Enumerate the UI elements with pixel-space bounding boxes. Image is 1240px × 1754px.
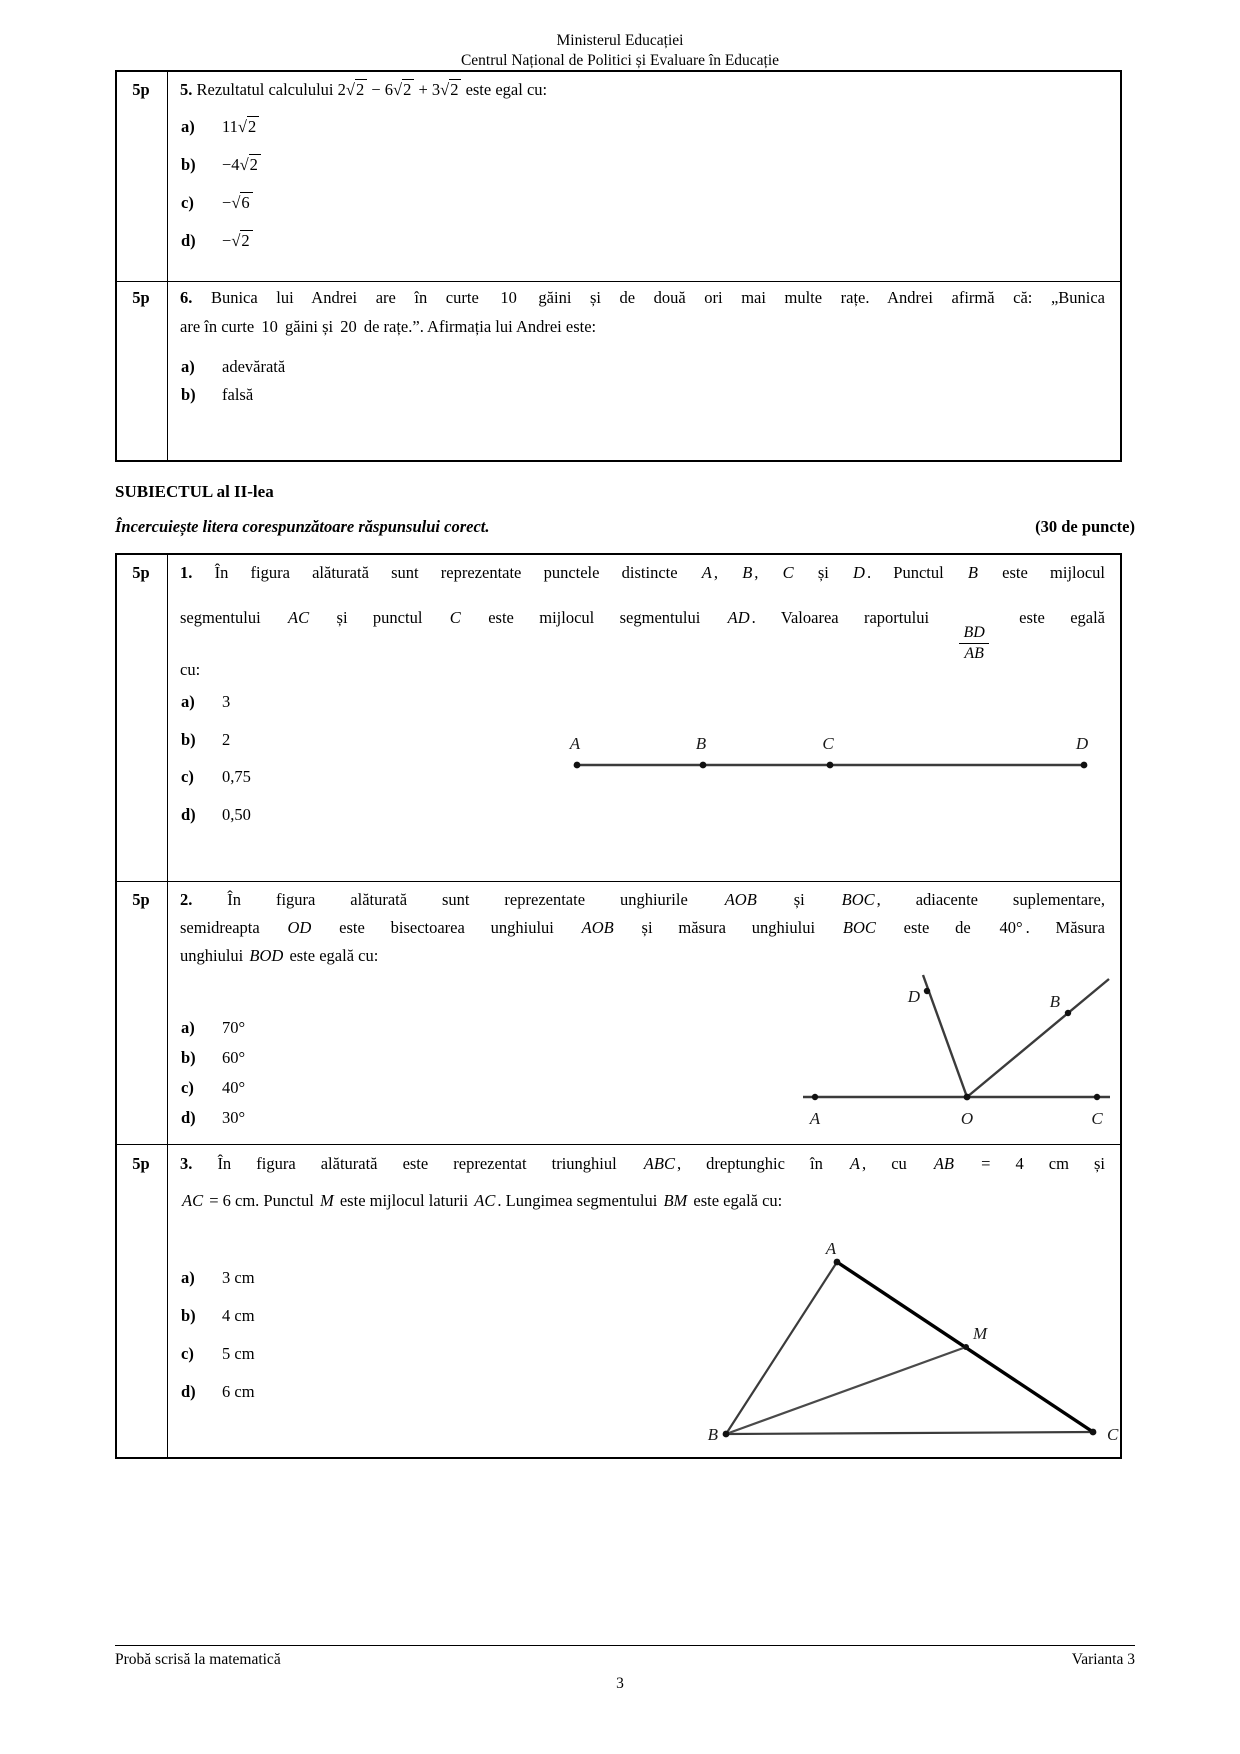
label-C: C (1107, 1425, 1119, 1444)
footer-left: Probă scrisă la matematică (115, 1651, 281, 1668)
option-label: c) (181, 767, 194, 786)
q6-option-b (181, 385, 253, 406)
q3-text-line1: 3. În figura alăturată este reprezentat triunghiul ABC , dreptunghic în A , cu AB = 4 cm și (180, 1154, 1105, 1173)
coef: 11 (222, 117, 238, 136)
option-value: 4 cm (222, 1306, 255, 1325)
label-C: C (1091, 1109, 1103, 1128)
side-BC (726, 1432, 1093, 1434)
q3-option-d (181, 1382, 255, 1403)
option-label: a) (181, 1018, 195, 1037)
q2-option-b (181, 1048, 245, 1069)
point-C (1090, 1429, 1097, 1436)
option-label: a) (181, 357, 195, 376)
subject2-title: SUBIECTUL al II-lea (115, 482, 274, 501)
row-divider-q5-q6 (115, 281, 1120, 282)
label-C: C (822, 734, 834, 753)
q5-option-c (181, 193, 253, 214)
q2-option-c (181, 1078, 245, 1099)
option-value: 0,75 (222, 767, 251, 786)
radicand: 2 (247, 116, 259, 136)
sqrt-radical (393, 79, 414, 99)
q2-figure (780, 950, 1130, 1135)
q5-option-d (181, 231, 253, 252)
option-label: b) (181, 1306, 196, 1325)
label-D: D (907, 987, 920, 1006)
point-C (827, 762, 834, 769)
ministry-title: Ministerul Educației (556, 32, 684, 49)
point-M (963, 1344, 969, 1350)
footer-page-number: 3 (616, 1675, 624, 1692)
option-label: c) (181, 1078, 194, 1097)
option-value: adevărată (222, 357, 286, 376)
q1-text-line3: cu: (180, 660, 201, 679)
q5-expr-term-2 (371, 79, 414, 99)
q1-option-c (181, 767, 251, 788)
q2-option-d (181, 1108, 245, 1129)
option-value (222, 154, 261, 174)
option-label: b) (181, 385, 196, 404)
q3-option-b (181, 1306, 255, 1327)
center-title: Centrul Național de Politici și Evaluare în Educație (460, 52, 780, 69)
q3-option-c (181, 1344, 255, 1365)
q5-points: 5p (132, 80, 150, 99)
radicand: 2 (449, 79, 461, 99)
q1-text-line2 (180, 608, 1105, 663)
option-value (222, 192, 253, 212)
radicand: 2 (240, 230, 252, 250)
point-D (1081, 762, 1088, 769)
option-value: 5 cm (222, 1344, 255, 1363)
q6-text-line2: are în curte 10 găini și 20 de rațe.”. Afirmația lui Andrei este: (180, 317, 597, 336)
q3-figure (660, 1235, 1130, 1450)
option-value: 40° (222, 1078, 246, 1097)
label-A: A (825, 1239, 837, 1258)
coef: + 3 (418, 80, 441, 99)
median-BM (726, 1347, 966, 1434)
q1-option-d (181, 805, 251, 826)
point-B (1065, 1010, 1071, 1016)
point-D (924, 988, 930, 994)
section1-table (115, 70, 1122, 462)
option-value (222, 230, 253, 250)
option-value: 60° (222, 1048, 246, 1067)
option-value: 0,50 (222, 805, 251, 824)
footer-variant: Varianta 3 (1071, 1651, 1135, 1668)
option-label: d) (181, 1108, 196, 1127)
option-label: b) (181, 1048, 196, 1067)
option-label: d) (181, 231, 196, 250)
q3-option-a (181, 1268, 255, 1289)
q1-figure (500, 723, 1120, 785)
q3-points: 5p (132, 1154, 150, 1173)
option-label: c) (181, 193, 194, 212)
footer-rule (115, 1645, 1135, 1646)
option-value: 30° (222, 1108, 246, 1127)
radicand: 2 (249, 154, 261, 174)
coef: − (222, 231, 232, 250)
label-A: A (809, 1109, 821, 1128)
point-B (723, 1431, 730, 1438)
point-A (574, 762, 581, 769)
q5-expr-term-3 (418, 79, 461, 99)
option-value: 2 (222, 730, 231, 749)
point-A (812, 1094, 818, 1100)
radicand: 2 (402, 79, 414, 99)
q6-points: 5p (132, 288, 150, 307)
sqrt-radical (240, 154, 261, 174)
q5-text-pre: Rezultatul calculului (192, 80, 338, 99)
label-B: B (695, 734, 707, 753)
radicand: 6 (240, 192, 252, 212)
option-label: c) (181, 1344, 194, 1363)
label-D: D (1075, 734, 1089, 753)
option-value (222, 116, 259, 136)
option-value: falsă (222, 385, 254, 404)
label-A: A (569, 734, 581, 753)
q6-option-a (181, 357, 285, 378)
fraction-BD-AB (959, 624, 988, 663)
label-O: O (960, 1109, 974, 1128)
row-divider-q1-q2 (115, 881, 1120, 882)
ray-OD (923, 975, 967, 1097)
option-label: b) (181, 155, 196, 174)
q5-text (180, 80, 547, 101)
option-label: a) (181, 117, 195, 136)
point-A (834, 1259, 841, 1266)
q5-option-a (181, 117, 259, 138)
subject2-instruction: Încercuiește litera corespunzătoare răspunsului corect. (115, 517, 490, 536)
q5-expr-term-1 (338, 79, 368, 99)
q5-option-b (181, 155, 261, 176)
q1-option-b (181, 730, 230, 751)
q5-number: 5. (180, 80, 193, 99)
sqrt-radical (231, 192, 252, 212)
ray-OB (967, 979, 1109, 1097)
q2-text-line1: 2. În figura alăturată sunt reprezentate unghiurile AOB și BOC , adiacente suplementare, (180, 890, 1106, 909)
q5-text-post: este egal cu: (461, 80, 548, 99)
subject2-points-total: (30 de puncte) (1035, 517, 1135, 536)
side-AB (726, 1262, 837, 1434)
option-label: a) (181, 692, 195, 711)
radicand: 2 (355, 79, 367, 99)
label-B: B (1049, 992, 1060, 1011)
q2-points: 5p (132, 890, 150, 909)
point-B (700, 762, 707, 769)
points-column-divider-1 (167, 70, 168, 460)
point-C (1094, 1094, 1100, 1100)
label-M: M (973, 1324, 988, 1343)
row-divider-q2-q3 (115, 1144, 1120, 1145)
q1-line2-post: este egală (993, 608, 1105, 627)
label-B: B (707, 1425, 718, 1444)
q1-line2-pre: segmentului AC și punctul C este mijlocul segmentului AD . Valoarea raportului (180, 608, 955, 627)
coef: − (222, 193, 232, 212)
sqrt-radical (440, 79, 461, 99)
q6-text-line1: 6. Bunica lui Andrei are în curte 10 găini și de două ori mai multe rațe. Andrei afirmă că: „Bunica (180, 288, 1105, 307)
option-label: a) (181, 1268, 195, 1287)
coef: 2 (337, 80, 346, 99)
option-value: 3 (222, 692, 231, 711)
option-value: 3 cm (222, 1268, 255, 1287)
point-O (964, 1094, 971, 1101)
q2-text-line3: unghiului BOD este egală cu: (180, 946, 379, 965)
sqrt-radical (238, 116, 259, 136)
option-value: 6 cm (222, 1382, 255, 1401)
coef: − 6 (371, 80, 393, 99)
q3-text-line2: AC = 6 cm. Punctul M este mijlocul laturii AC . Lungimea segmentului BM este egală cu: (182, 1191, 783, 1210)
q1-option-a (181, 692, 230, 713)
option-label: d) (181, 1382, 196, 1401)
q2-option-a (181, 1018, 245, 1039)
coef: −4 (222, 155, 240, 174)
points-column-divider-2 (167, 553, 168, 1458)
q2-text-line2: semidreapta OD este bisectoarea unghiului AOB și măsura unghiului BOC este de 40° . Măsura (180, 918, 1106, 937)
fraction-numerator: BD (959, 624, 988, 644)
option-value: 70° (222, 1018, 246, 1037)
sqrt-radical (346, 79, 367, 99)
sqrt-radical (231, 230, 252, 250)
q1-text-line1: 1. În figura alăturată sunt reprezentate punctele distincte A , B , C și D . Punctul B este mijlocul (180, 563, 1106, 582)
fraction-denominator: AB (964, 644, 984, 662)
option-label: b) (181, 730, 196, 749)
option-label: d) (181, 805, 196, 824)
q1-points: 5p (132, 563, 150, 582)
